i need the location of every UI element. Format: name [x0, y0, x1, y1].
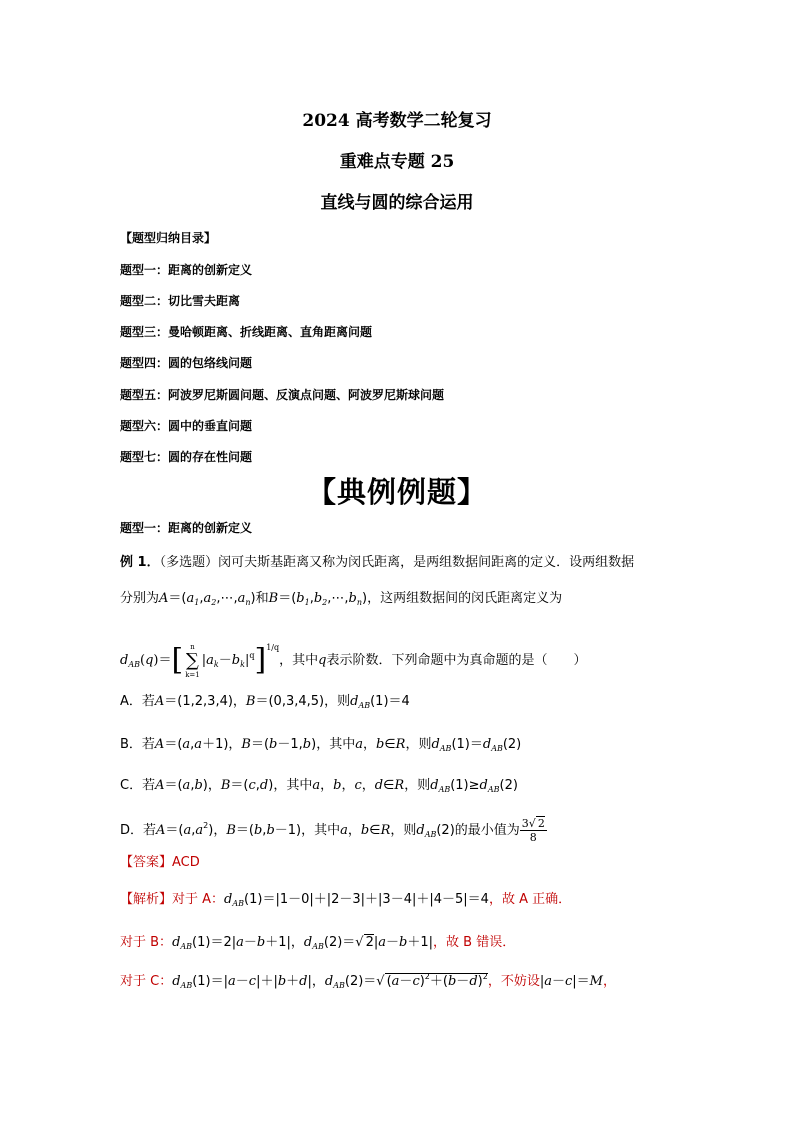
answer-value: ACD	[172, 855, 200, 870]
math-set-b: $B=(b_1,b_2,\cdots,b_n)$	[268, 591, 368, 607]
analysis-line: 【解析】对于 A：$d_{AB}(1)=|1-0|+|2-3|+|3-4|+|4-5|=4$，故 A 正确．	[120, 892, 572, 908]
math-option-b: A＝(a,a＋1)，B＝(b－1,b)	[154, 737, 317, 752]
example-intro-line: 分别为$A=(a_1,a_2,\cdots,a_n)$和$B=(b_1,b_2,\cdots,b_n)$，这两组数据间的闵氏距离定义为	[120, 591, 563, 607]
section-title: 题型一：距离的创新定义	[120, 521, 253, 535]
analysis-line: 对于 B：$d_{AB}(1)=2|a-b+1|$，$d_{AB}(2)=√$ 2|a－b＋1|，故 B 错误．	[120, 935, 516, 951]
toc-item: 题型六：圆中的垂直问题	[120, 419, 253, 433]
definition-line: $d_{AB}(q)=$[ n ∑ k=1 $|a_k-b_k|^q]^{1/q}$，其中q表示阶数．下列命题中为真命题的是（ ）	[120, 642, 587, 679]
answer-label: 【答案】	[120, 855, 173, 870]
math-option-c: A＝(a,b)，B＝(c,d)	[155, 778, 274, 793]
math-analysis-b: $d_{AB}(1)=2|a-b+1|$，$d_{AB}(2)=√$ 2|a－b＋1|	[172, 935, 434, 951]
toc-item: 题型三：曼哈顿距离、折线距离、直角距离问题	[120, 325, 373, 339]
toc-item: 题型四：圆的包络线问题	[120, 356, 253, 370]
math-definition: $d_{AB}(q)=$[ n ∑ k=1 $|a_k-b_k|^q]^{1/q}$	[120, 642, 280, 679]
math-analysis-c: $d_{AB}(1)=|a-c|+|b+d|$，$d_{AB}(2)=√$ $(a-c)^2+(b-d)^2$	[172, 972, 488, 990]
analysis-label: 【解析】	[120, 892, 173, 907]
analysis-line: 对于 C：$d_{AB}(1)=|a-c|+|b+d|$，$d_{AB}(2)=√$ $(a-c)^2+(b-d)^2$，不妨设|a－c|＝M，	[120, 972, 616, 990]
example-intro-text: 闵可夫斯基距离又称为闵氏距离，是两组数据间距离的定义．设两组数据	[218, 555, 635, 570]
toc-item: 题型二：切比雪夫距离	[120, 294, 241, 308]
examples-banner: 【典例例题】	[306, 475, 487, 509]
math-option-d: $A=(a,a^2)$，B＝(b,b－1)	[156, 821, 302, 838]
doc-topic: 直线与圆的综合运用	[320, 193, 474, 213]
toc-item: 题型一：距离的创新定义	[120, 263, 253, 277]
math-fraction: $\frac{3√ 2}{8}$	[521, 817, 545, 844]
option-d: D．若$A=(a,a^2)$，B＝(b,b－1)，其中a，b∈R，则$d_{AB}(2)$的最小值为 $\frac{3√ 2}{8}$	[120, 817, 545, 844]
example-label: 例 1．	[120, 555, 160, 570]
example-tag: （多选题）	[159, 555, 219, 570]
option-a: A．若A＝(1,2,3,4)，B＝(0,3,4,5)，则$d_{AB}(1)=4$	[120, 694, 410, 710]
answer-line	[120, 851, 200, 870]
toc-heading: 【题型归纳目录】	[120, 231, 217, 245]
math-set-a: $A=(a_1,a_2,\cdots,a_n)$	[159, 591, 256, 607]
doc-subtitle: 重难点专题 25	[339, 152, 455, 172]
math-option-a: A＝(1,2,3,4)，B＝(0,3,4,5)	[154, 694, 325, 709]
toc-item: 题型七：圆的存在性问题	[120, 450, 253, 464]
option-c: C．若A＝(a,b)，B＝(c,d)，其中a，b，c，d∈R，则$d_{AB}(1)\ge d_{AB}(2)$	[120, 778, 518, 794]
example-intro-line	[120, 551, 634, 570]
math-analysis-a: $d_{AB}(1)=|1-0|+|2-3|+|3-4|+|4-5|=4$	[224, 892, 489, 908]
toc-item: 题型五：阿波罗尼斯圆问题、反演点问题、阿波罗尼斯球问题	[120, 388, 445, 402]
doc-title: 2024 高考数学二轮复习	[302, 111, 492, 131]
option-b: B．若A＝(a,a＋1)，B＝(b－1,b)，其中a，b∈R，则$d_{AB}(1)=d_{AB}(2)$	[120, 737, 522, 753]
